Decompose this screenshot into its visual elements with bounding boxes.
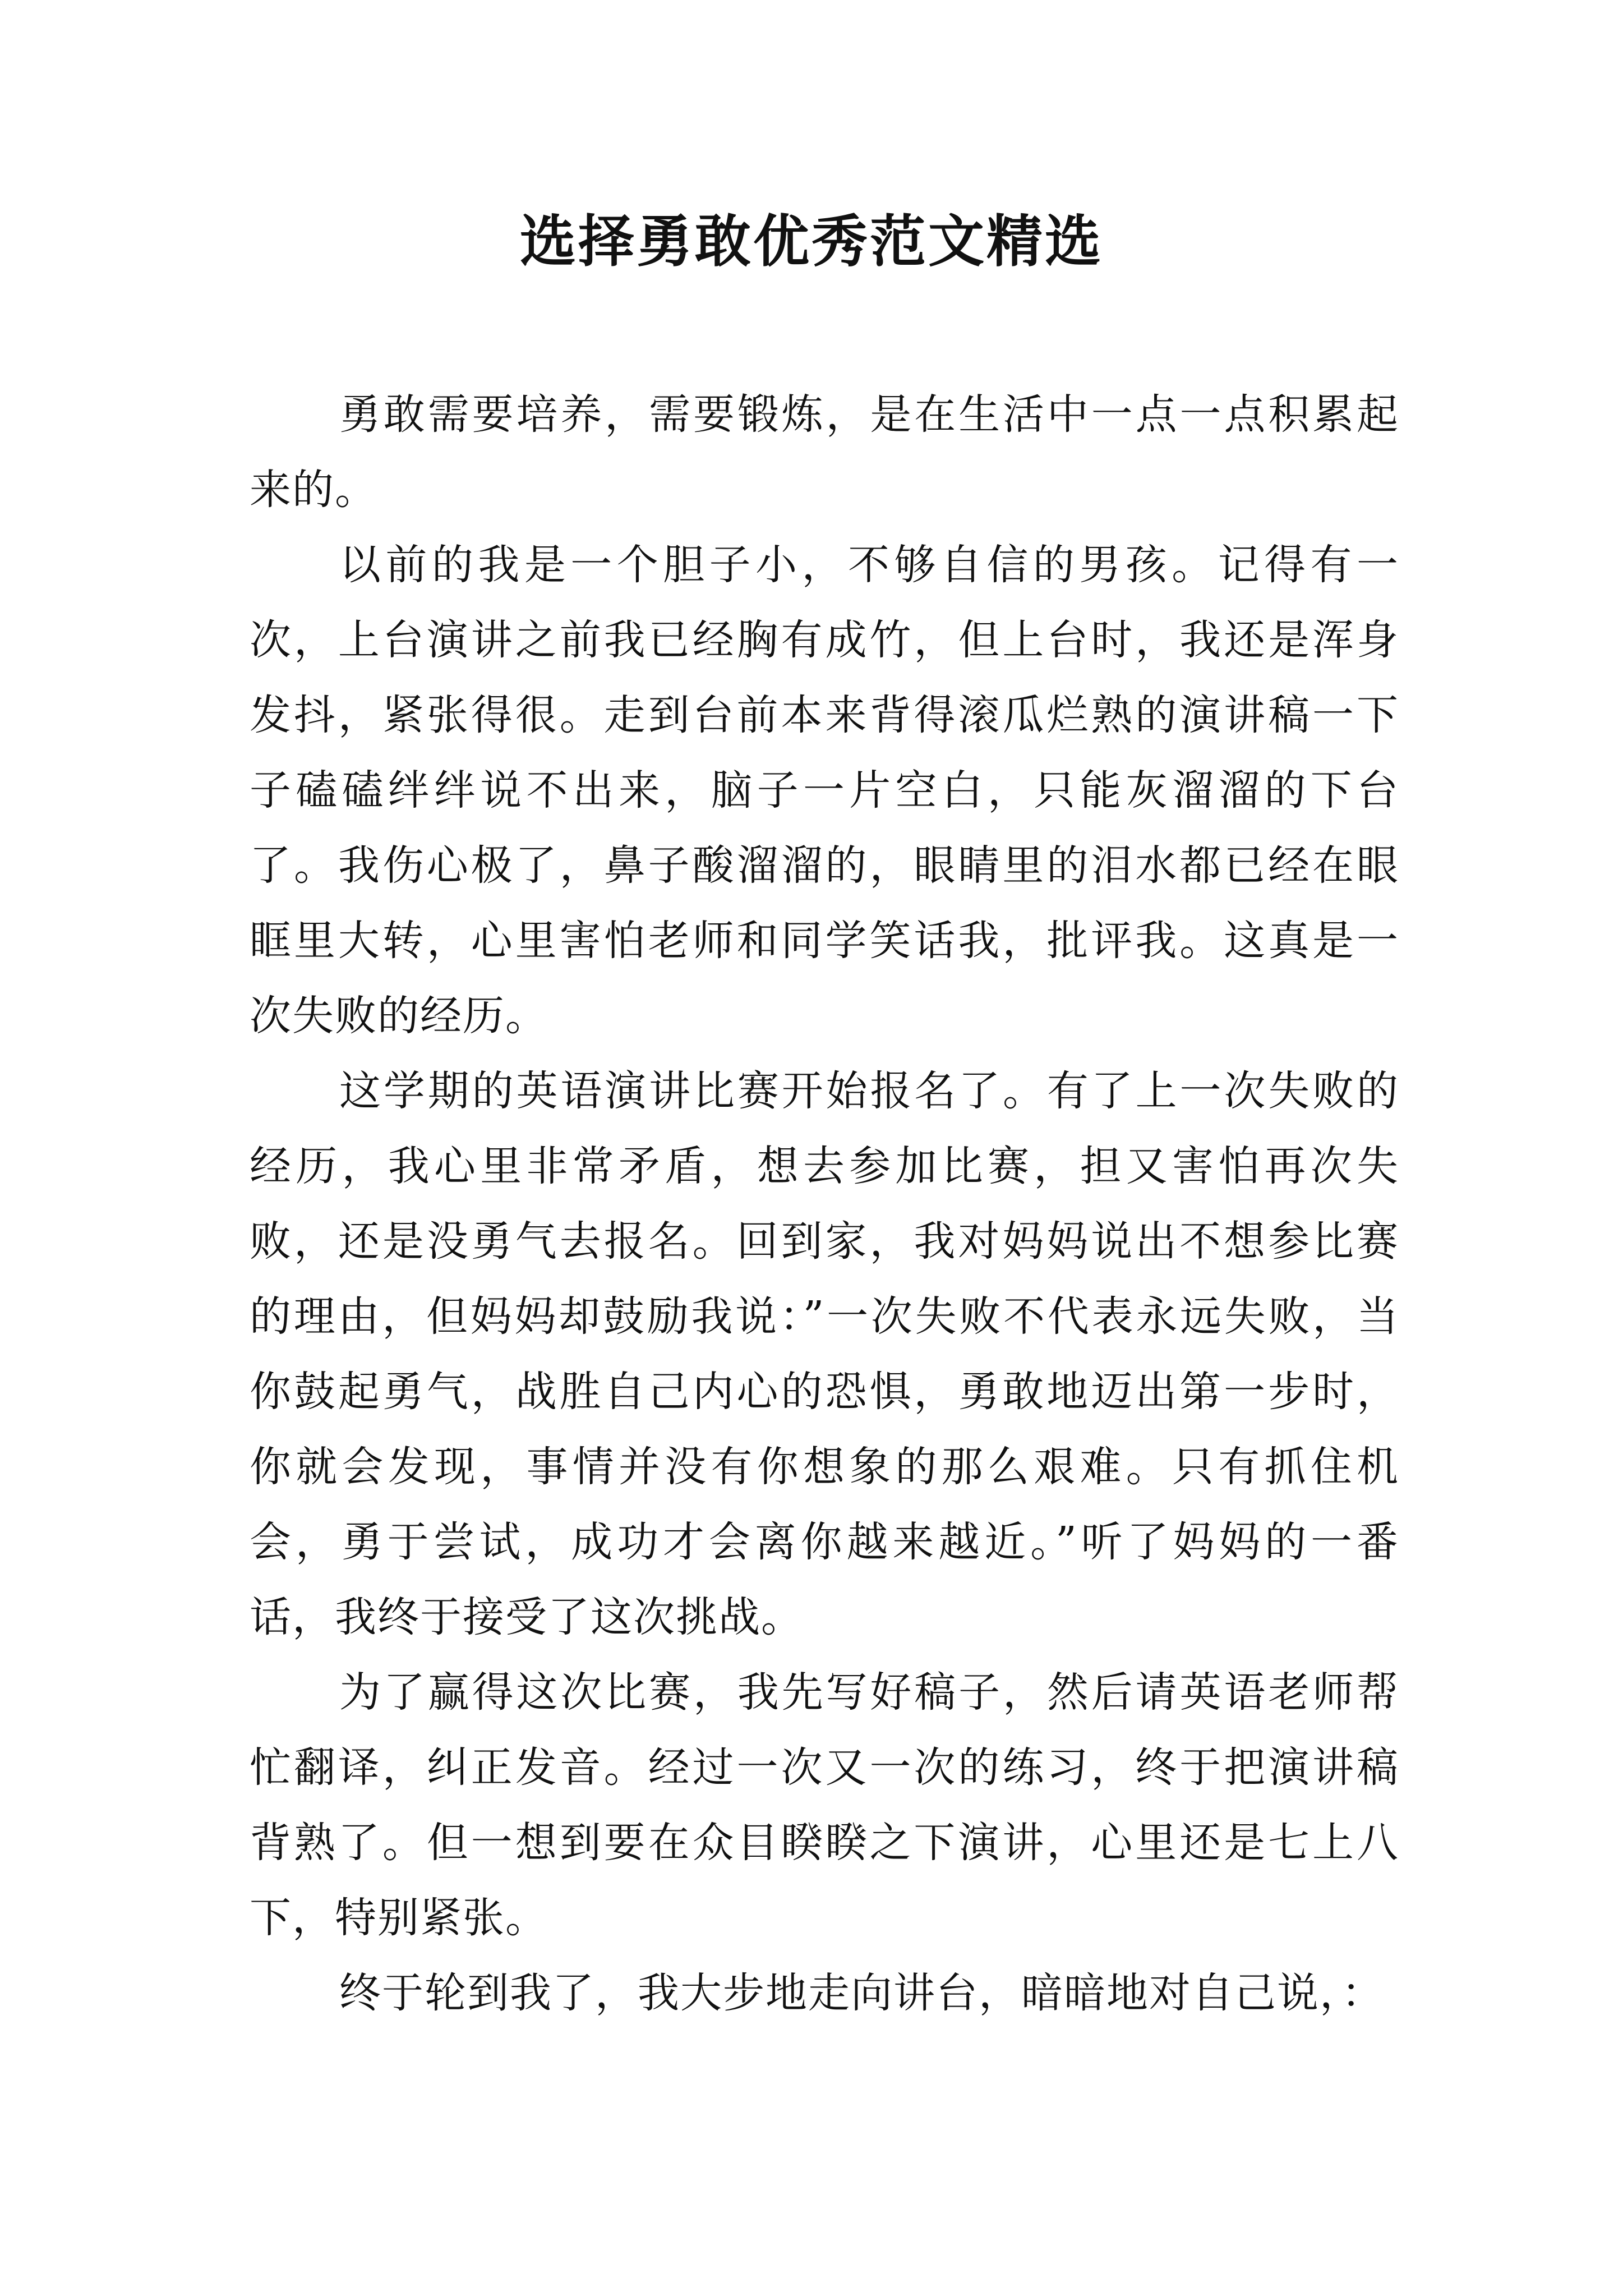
document-title: 选择勇敢优秀范文精选 <box>520 208 1103 274</box>
paragraph: 这学期的英语演讲比赛开始报名了。有了上一次失败的经历，我心里非常矛盾，想去参加比赛，担又害怕再次失败，还是没勇气去报名。回到家，我对妈妈说出不想参比赛的理由，但妈妈却鼓励我说：”一次失败不代表永远失败，当你鼓起勇气，战胜自己内心的恐惧，勇敢地迈出第一步时，你就会发现，事情并没有你想象的那么艰难。只有抓住机会，勇于尝试，成功才会离你越来越近。”听了妈妈的一番话，我终于接受了这次挑战。 <box>250 1067 1399 1641</box>
document-body <box>250 377 1399 2031</box>
paragraph: 勇敢需要培养，需要锻炼，是在生活中一点一点积累起来的。 <box>250 390 1399 514</box>
paragraph: 为了赢得这次比赛，我先写好稿子，然后请英语老师帮忙翻译，纠正发音。经过一次又一次的练习，终于把演讲稿背熟了。但一想到要在众目睽睽之下演讲，心里还是七上八下，特别紧张。 <box>250 1668 1399 1942</box>
paragraph: 以前的我是一个胆子小，不够自信的男孩。记得有一次，上台演讲之前我已经胸有成竹，但上台时，我还是浑身发抖，紧张得很。走到台前本来背得滚瓜烂熟的演讲稿一下子磕磕绊绊说不出来，脑子一片空白，只能灰溜溜的下台了。我伤心极了，鼻子酸溜溜的，眼睛里的泪水都已经在眼眶里大转，心里害怕老师和同学笑话我，批评我。这真是一次失败的经历。 <box>250 541 1399 1040</box>
paragraph: 终于轮到我了，我大步地走向讲台，暗暗地对自己说，： <box>339 1969 1384 2017</box>
